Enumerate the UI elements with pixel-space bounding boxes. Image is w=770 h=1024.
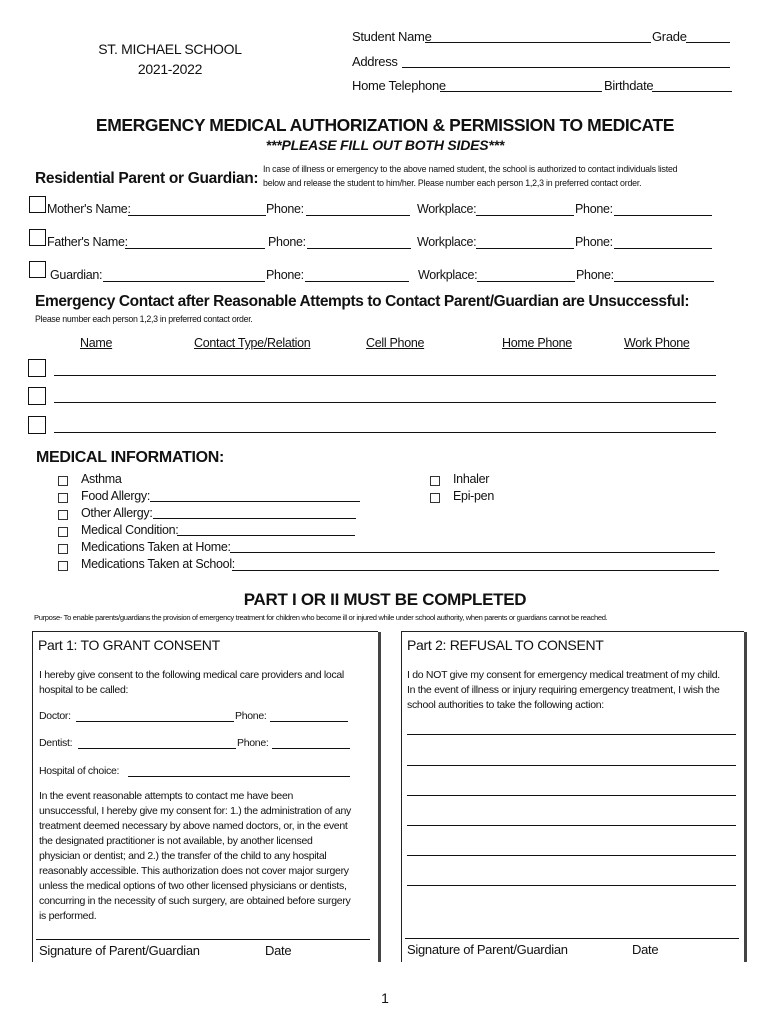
mother-work-phone-field[interactable]: [614, 215, 712, 216]
residential-note-line1: In case of illness or emergency to the above named student, the school is authorized to contact individuals listed: [263, 164, 678, 174]
form-title: EMERGENCY MEDICAL AUTHORIZATION & PERMISSION TO MEDICATE: [95, 115, 675, 135]
part-heading: PART I OR II MUST BE COMPLETED: [243, 590, 527, 609]
address-field[interactable]: [402, 67, 730, 68]
father-work-phone-label: Phone:: [575, 235, 613, 249]
father-name-field[interactable]: [125, 248, 265, 249]
part1-body-7: unless the medical options of two other licensed physicians or dentists,: [39, 880, 347, 892]
emergency-note: Please number each person 1,2,3 in preferred contact order.: [35, 314, 253, 324]
medications-school-field[interactable]: [232, 570, 719, 571]
part1-body-3: treatment deemed necessary by above named doctors, or, in the event: [39, 820, 348, 832]
part2-body-1: I do NOT give my consent for emergency medical treatment of my child.: [407, 669, 720, 681]
mother-work-phone-label: Phone:: [575, 202, 613, 216]
part2-signature-label: Signature of Parent/Guardian: [407, 942, 568, 957]
school-year: 2021-2022: [137, 61, 203, 77]
part2-action-line-3[interactable]: [407, 795, 736, 796]
emergency-line-1[interactable]: [54, 375, 716, 376]
inhaler-checkbox[interactable]: [430, 476, 440, 486]
part2-title: Part 2: REFUSAL TO CONSENT: [407, 637, 604, 653]
medical-condition-checkbox[interactable]: [58, 527, 68, 537]
epipen-label: Epi-pen: [453, 489, 494, 503]
emergency-heading: Emergency Contact after Reasonable Attempts to Contact Parent/Guardian are Unsuccessful:: [35, 293, 690, 310]
birthdate-label: Birthdate: [604, 78, 654, 93]
part2-body-2: In the event of illness or injury requiring emergency treatment, I wish the: [407, 684, 720, 696]
emergency-line-3[interactable]: [54, 432, 716, 433]
mother-name-field[interactable]: [128, 215, 266, 216]
col-name: Name: [80, 336, 113, 350]
emergency-checkbox-2[interactable]: [28, 387, 46, 405]
dentist-phone-label: Phone:: [237, 737, 269, 749]
part2-signature-line[interactable]: [405, 938, 739, 939]
home-telephone-label: Home Telephone: [352, 78, 446, 93]
medications-home-checkbox[interactable]: [58, 544, 68, 554]
inhaler-label: Inhaler: [453, 472, 490, 486]
col-work-phone: Work Phone: [624, 336, 690, 350]
part1-signature-line[interactable]: [36, 939, 370, 940]
father-workplace-field[interactable]: [476, 248, 574, 249]
father-name-label: Father's Name:: [47, 235, 128, 249]
medications-home-field[interactable]: [230, 552, 715, 553]
hospital-label: Hospital of choice:: [39, 765, 120, 777]
doctor-field[interactable]: [76, 721, 234, 722]
col-cell-phone: Cell Phone: [366, 336, 425, 350]
other-allergy-checkbox[interactable]: [58, 510, 68, 520]
medical-condition-field[interactable]: [177, 535, 355, 536]
student-name-field[interactable]: [425, 42, 651, 43]
mother-phone-field[interactable]: [306, 215, 410, 216]
guardian-checkbox[interactable]: [29, 261, 46, 278]
part2-action-line-6[interactable]: [407, 885, 736, 886]
emergency-checkbox-3[interactable]: [28, 416, 46, 434]
dentist-field[interactable]: [78, 748, 236, 749]
medical-heading: MEDICAL INFORMATION:: [36, 449, 225, 466]
part1-signature-label: Signature of Parent/Guardian: [39, 943, 200, 958]
part1-body-6: reasonably accessible. This authorization does not cover major surgery: [39, 865, 349, 877]
dentist-phone-field[interactable]: [272, 748, 350, 749]
part1-body-5: physician or dentist; and 2.) the transfer of the child to any hospital: [39, 850, 327, 862]
part2-body-3: school authorities to take the following action:: [407, 699, 604, 711]
doctor-phone-field[interactable]: [270, 721, 348, 722]
guardian-phone-label: Phone:: [266, 268, 304, 282]
mother-workplace-field[interactable]: [476, 215, 574, 216]
part1-body-1: In the event reasonable attempts to contact me have been: [39, 790, 294, 802]
medications-school-checkbox[interactable]: [58, 561, 68, 571]
medical-condition-label: Medical Condition:: [81, 523, 179, 537]
asthma-label: Asthma: [81, 472, 122, 486]
grade-label: Grade: [652, 29, 687, 44]
residential-note-line2: below and release the student to him/her. Please number each person 1,2,3 in preferred contact order.: [263, 178, 642, 188]
hospital-field[interactable]: [128, 776, 350, 777]
part2-action-line-5[interactable]: [407, 855, 736, 856]
doctor-label: Doctor:: [39, 710, 71, 722]
school-name: ST. MICHAEL SCHOOL: [98, 41, 242, 57]
medications-home-label: Medications Taken at Home:: [81, 540, 231, 554]
home-telephone-field[interactable]: [440, 91, 602, 92]
part1-date-label: Date: [265, 943, 292, 958]
part1-intro-line1: I hereby give consent to the following medical care providers and local: [39, 669, 344, 681]
guardian-workplace-field[interactable]: [477, 281, 575, 282]
doctor-phone-label: Phone:: [235, 710, 267, 722]
other-allergy-label: Other Allergy:: [81, 506, 153, 520]
guardian-name-field[interactable]: [103, 281, 265, 282]
mother-checkbox[interactable]: [29, 196, 46, 213]
other-allergy-field[interactable]: [153, 518, 356, 519]
guardian-phone-field[interactable]: [305, 281, 409, 282]
residential-heading: Residential Parent or Guardian:: [35, 170, 259, 187]
part2-action-line-2[interactable]: [407, 765, 736, 766]
epipen-checkbox[interactable]: [430, 493, 440, 503]
part1-body-2: unsuccessful, I hereby give my consent for: 1.) the administration of any: [39, 805, 351, 817]
mother-workplace-label: Workplace:: [417, 202, 477, 216]
father-work-phone-field[interactable]: [614, 248, 712, 249]
col-contact-type: Contact Type/Relation: [194, 336, 311, 350]
food-allergy-field[interactable]: [150, 501, 360, 502]
medications-school-label: Medications Taken at School:: [81, 557, 235, 571]
guardian-work-phone-label: Phone:: [576, 268, 614, 282]
student-name-label: Student Name: [352, 29, 432, 44]
food-allergy-label: Food Allergy:: [81, 489, 151, 503]
father-workplace-label: Workplace:: [417, 235, 477, 249]
part2-action-line-4[interactable]: [407, 825, 736, 826]
page-number: 1: [381, 990, 389, 1006]
grade-field[interactable]: [686, 42, 730, 43]
col-home-phone: Home Phone: [502, 336, 572, 350]
guardian-workplace-label: Workplace:: [418, 268, 478, 282]
birthdate-field[interactable]: [652, 91, 732, 92]
mother-name-label: Mother's Name:: [47, 202, 131, 216]
part1-body-8: concurring in the necessity of such surgery, are obtained before surgery: [39, 895, 351, 907]
part1-body-4: the designated practitioner is not available, by another licensed: [39, 835, 313, 847]
part1-body-9: is performed.: [39, 910, 97, 922]
part2-action-line-1[interactable]: [407, 734, 736, 735]
guardian-name-label: Guardian:: [50, 268, 103, 282]
part1-title: Part 1: TO GRANT CONSENT: [38, 637, 220, 653]
guardian-work-phone-field[interactable]: [614, 281, 714, 282]
father-checkbox[interactable]: [29, 229, 46, 246]
dentist-label: Dentist:: [39, 737, 73, 749]
purpose-text: Purpose- To enable parents/guardians the provision of emergency treatment for children who become ill or injured while under school authority, when parents or guardians cannot be reached.: [34, 613, 608, 622]
emergency-checkbox-1[interactable]: [28, 359, 46, 377]
asthma-checkbox[interactable]: [58, 476, 68, 486]
food-allergy-checkbox[interactable]: [58, 493, 68, 503]
emergency-line-2[interactable]: [54, 402, 716, 403]
part2-date-label: Date: [632, 942, 659, 957]
part1-intro-line2: hospital to be called:: [39, 684, 129, 696]
form-subtitle: ***PLEASE FILL OUT BOTH SIDES***: [265, 137, 505, 153]
mother-phone-label: Phone:: [266, 202, 304, 216]
address-label: Address: [352, 54, 398, 69]
father-phone-label: Phone:: [268, 235, 306, 249]
father-phone-field[interactable]: [307, 248, 411, 249]
